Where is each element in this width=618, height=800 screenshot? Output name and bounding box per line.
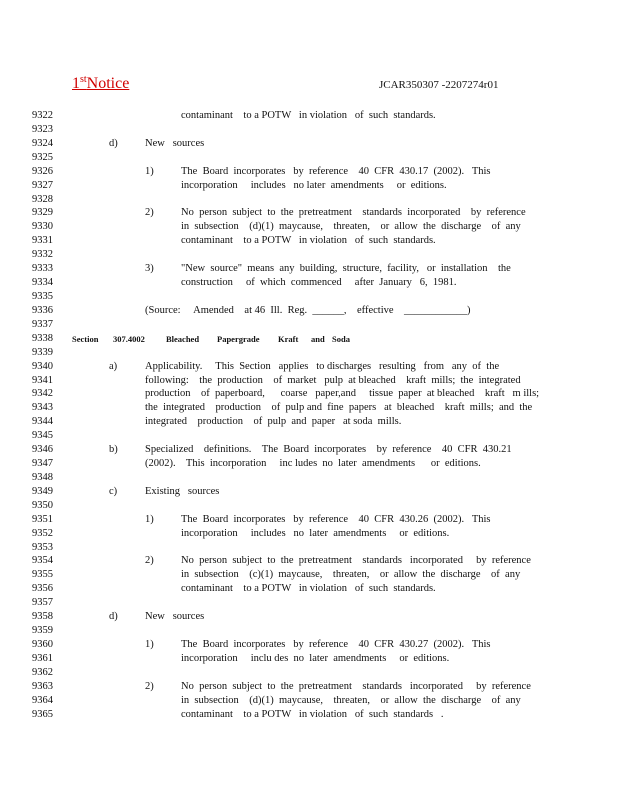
line-text: incorporation inclu des no later amendments or editions. — [181, 652, 450, 664]
line-text: construction of which commenced after January 6, 1981. — [181, 277, 457, 288]
subsection-label: 2) — [145, 555, 154, 567]
document-line — [32, 262, 592, 276]
document-line — [32, 541, 592, 555]
line-text: Applicability. This Section applies to discharges resulting from any of the — [145, 360, 500, 372]
line-text: the integrated production of pulp and fine papers at bleached kraft mills; and the — [145, 402, 533, 414]
document-line — [32, 596, 592, 610]
line-number: 9358 — [32, 611, 53, 623]
line-text: incorporation includes no later amendments or editions. — [181, 527, 450, 539]
document-line — [32, 206, 592, 220]
line-text: in subsection (d)(1) maycause, threaten, or allow the discharge of any — [181, 694, 521, 706]
line-text: No person subject to the pretreatment standards incorporated by reference — [181, 555, 531, 567]
document-line — [32, 499, 592, 513]
line-number: 9329 — [32, 207, 53, 219]
line-number: 9365 — [32, 708, 53, 720]
document-line — [32, 554, 592, 568]
line-number: 9328 — [32, 193, 53, 205]
document-line — [32, 151, 592, 165]
line-text: integrated production of pulp and paper at soda mills. — [145, 416, 402, 428]
line-number: 9347 — [32, 458, 53, 469]
notice-header: 1stNotice — [72, 74, 130, 92]
subsection-label: c) — [109, 485, 118, 497]
line-number: 9339 — [32, 346, 53, 358]
document-line — [32, 694, 592, 708]
subsection-label: 2) — [145, 680, 154, 692]
line-number: 9345 — [32, 430, 53, 442]
line-text: Existing sources — [145, 485, 220, 497]
line-text: No person subject to the pretreatment standards incorporated by reference — [181, 680, 531, 692]
document-line — [32, 485, 592, 499]
document-line — [32, 401, 592, 415]
line-text: in subsection (d)(1) maycause, threaten, or allow the discharge of any — [181, 221, 521, 233]
subsection-label: d) — [109, 611, 118, 623]
document-line — [32, 415, 592, 429]
line-number: 9357 — [32, 597, 53, 609]
section-heading-word: Bleached — [166, 333, 200, 344]
document-line — [32, 276, 592, 290]
subsection-label: 1) — [145, 165, 154, 177]
line-text: contaminant to a POTW in violation of such standards. — [181, 110, 436, 121]
subsection-label: 1) — [145, 513, 154, 525]
line-number: 9341 — [32, 374, 53, 386]
document-line — [32, 374, 592, 388]
line-number: 9331 — [32, 235, 53, 247]
document-line — [32, 624, 592, 638]
line-text: No person subject to the pretreatment standards incorporated by reference — [181, 207, 526, 219]
section-heading-word: Kraft — [278, 333, 299, 344]
line-number: 9340 — [32, 360, 53, 372]
document-line — [32, 165, 592, 179]
line-text: incorporation includes no later amendments or editions. — [181, 179, 447, 191]
line-number: 9326 — [32, 165, 53, 177]
line-number: 9344 — [32, 416, 53, 428]
line-number: 9349 — [32, 485, 53, 497]
document-line — [32, 708, 592, 722]
document-line — [32, 220, 592, 234]
line-number: 9355 — [32, 569, 53, 581]
line-number: 9342 — [32, 388, 53, 400]
line-text: in subsection (c)(1) maycause, threaten, or allow the discharge of any — [181, 569, 521, 581]
line-text: (Source: Amended at 46 Ill. Reg. ______, effective ____________) — [145, 304, 471, 316]
line-number: 9363 — [32, 680, 53, 692]
line-number: 9356 — [32, 583, 53, 595]
line-number: 9350 — [32, 499, 53, 511]
line-text: Specialized definitions. The Board incorporates by reference 40 CFR 430.21 — [145, 444, 512, 456]
document-line — [32, 568, 592, 582]
document-line — [32, 248, 592, 262]
section-heading-word: Soda — [332, 333, 350, 344]
document-line — [32, 360, 592, 374]
line-number: 9330 — [32, 221, 53, 233]
line-number: 9336 — [32, 304, 53, 316]
subsection-label: d) — [109, 137, 118, 149]
line-number: 9361 — [32, 652, 53, 664]
line-number: 9334 — [32, 277, 53, 288]
document-line — [32, 193, 592, 207]
document-line — [32, 137, 592, 151]
document-line — [32, 666, 592, 680]
line-text: following: the production of market pulp at bleached kraft mills; the integrated — [145, 374, 521, 386]
document-line — [32, 109, 592, 123]
line-text: contaminant to a POTW in violation of such standards. — [181, 583, 436, 595]
document-line — [32, 680, 592, 694]
subsection-label: 2) — [145, 207, 154, 219]
document-line — [32, 527, 592, 541]
line-text: The Board incorporates by reference 40 CFR 430.26 (2002). This — [181, 513, 491, 525]
document-line — [32, 513, 592, 527]
document-line — [32, 346, 592, 360]
subsection-label: b) — [109, 444, 118, 456]
line-number: 9332 — [32, 249, 53, 261]
line-text: The Board incorporates by reference 40 CFR 430.27 (2002). This — [181, 639, 491, 650]
document-line — [32, 179, 592, 193]
line-number: 9352 — [32, 527, 53, 539]
section-heading-word: 307.4002 — [113, 333, 145, 344]
subsection-label: a) — [109, 360, 118, 372]
line-number: 9323 — [32, 123, 53, 135]
line-number: 9343 — [32, 402, 53, 414]
document-id: JCAR350307 -2207274r01 — [379, 79, 499, 91]
line-number: 9364 — [32, 694, 53, 706]
document-line — [32, 457, 592, 471]
document-line — [32, 304, 592, 318]
line-number: 9335 — [32, 291, 53, 302]
document-line — [32, 582, 592, 596]
line-number: 9325 — [32, 151, 53, 163]
line-text: New sources — [145, 611, 205, 623]
line-text: production of paperboard, coarse paper,and tissue paper at bleached kraft m ills; — [145, 388, 540, 400]
line-number: 9322 — [32, 110, 53, 121]
line-number: 9348 — [32, 471, 53, 483]
document-line — [32, 471, 592, 485]
line-number: 9354 — [32, 555, 53, 567]
line-text: contaminant to a POTW in violation of such standards . — [181, 708, 444, 720]
document-line — [32, 443, 592, 457]
section-heading-word: Section — [72, 333, 99, 344]
document-line — [32, 429, 592, 443]
line-number: 9333 — [32, 263, 53, 275]
section-heading-word: Papergrade — [217, 333, 260, 344]
document-line — [32, 387, 592, 401]
line-text: New sources — [145, 137, 205, 149]
line-text: "New source" means any building, structure, facility, or installation the — [181, 263, 511, 275]
line-number: 9338 — [32, 332, 53, 344]
line-number: 9359 — [32, 625, 53, 636]
line-number: 9362 — [32, 666, 53, 678]
line-text: The Board incorporates by reference 40 CFR 430.17 (2002). This — [181, 165, 491, 177]
line-number: 9337 — [32, 318, 53, 330]
line-number: 9353 — [32, 541, 53, 553]
section-heading-word: and — [311, 333, 325, 344]
line-text: contaminant to a POTW in violation of such standards. — [181, 235, 436, 247]
line-number: 9351 — [32, 513, 53, 525]
document-line — [32, 318, 592, 332]
line-number: 9360 — [32, 639, 53, 650]
document-line — [32, 610, 592, 624]
line-number: 9346 — [32, 444, 53, 456]
subsection-label: 3) — [145, 263, 154, 275]
document-line — [32, 652, 592, 666]
line-text: (2002). This incorporation inc ludes no later amendments or editions. — [145, 458, 481, 469]
document-line — [32, 332, 592, 346]
line-number: 9324 — [32, 137, 53, 149]
document-line — [32, 638, 592, 652]
subsection-label: 1) — [145, 639, 154, 650]
document-line — [32, 290, 592, 304]
line-number: 9327 — [32, 179, 53, 191]
document-line — [32, 234, 592, 248]
document-line — [32, 123, 592, 137]
